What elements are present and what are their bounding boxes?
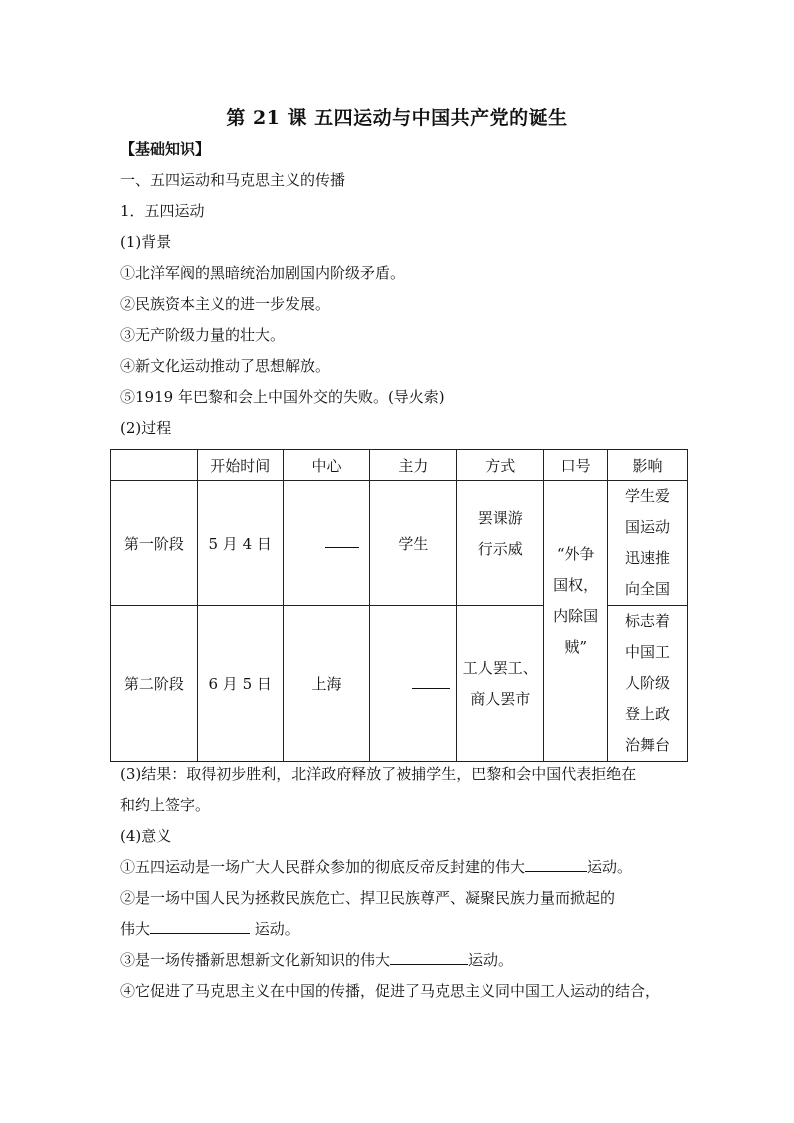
text-line: 行示威 bbox=[477, 540, 523, 558]
stage1-main-force: 学生 bbox=[370, 481, 457, 606]
background-item: ③无产阶级力量的壮大。 bbox=[120, 326, 286, 344]
stage1-date: 5 月 4 日 bbox=[197, 481, 283, 606]
significance-item-1 bbox=[120, 857, 632, 877]
text-line: 登上政 bbox=[625, 705, 671, 723]
header-method: 方式 bbox=[457, 450, 544, 481]
text-line: 罢课游 bbox=[477, 509, 523, 527]
text-line: 工人罢工、 bbox=[462, 658, 538, 677]
text-line: 迅速推 bbox=[625, 549, 671, 567]
result-heading: (3)结果： bbox=[120, 765, 187, 783]
header-center: 中心 bbox=[283, 450, 370, 481]
background-heading: (1)背景 bbox=[120, 233, 172, 251]
stage1-center-blank bbox=[283, 481, 370, 606]
header-main-force: 主力 bbox=[370, 450, 457, 481]
fill-blank bbox=[525, 857, 587, 872]
result-line-1 bbox=[120, 764, 636, 784]
text-line: 学生爱 bbox=[625, 487, 671, 505]
stage1-method bbox=[457, 481, 544, 606]
fill-blank bbox=[325, 535, 359, 548]
significance-item-2-line-1: ②是一场中国人民为拯救民族危亡、捍卫民族尊严、凝聚民族力量而掀起的 bbox=[120, 889, 616, 907]
header-empty bbox=[111, 450, 198, 481]
text-span: ①五四运动是一场广大人民群众参加的彻底反帝反封建的伟大 bbox=[120, 858, 526, 876]
fill-blank bbox=[412, 676, 450, 689]
text-line: 贼” bbox=[564, 638, 587, 656]
stage2-impact bbox=[608, 606, 688, 762]
stage1-name: 第一阶段 bbox=[111, 481, 198, 606]
background-item: ④新文化运动推动了思想解放。 bbox=[120, 357, 331, 375]
table-row-stage1 bbox=[111, 481, 688, 606]
header-impact: 影响 bbox=[608, 450, 688, 481]
header-start-time: 开始时间 bbox=[197, 450, 283, 481]
text-span: 运动。 bbox=[587, 858, 633, 876]
fill-blank bbox=[150, 919, 250, 934]
background-item: ①北洋军阀的黑暗统治加剧国内阶级矛盾。 bbox=[120, 264, 406, 282]
text-line: 中国工 bbox=[625, 643, 671, 661]
text-line: 商人罢市 bbox=[470, 689, 531, 708]
text-line: 国权， bbox=[553, 576, 599, 594]
stage1-impact bbox=[608, 481, 688, 606]
stage2-center: 上海 bbox=[283, 606, 370, 762]
text-span: 运动。 bbox=[468, 951, 514, 969]
section-label: 【基础知识】 bbox=[120, 140, 211, 158]
text-line: 人阶级 bbox=[625, 674, 671, 692]
process-table bbox=[110, 449, 688, 762]
text-line: 国运动 bbox=[625, 518, 671, 536]
text-span: 伟大 bbox=[120, 920, 151, 938]
significance-item-4: ④它促进了马克思主义在中国的传播，促进了马克思主义同中国工人运动的结合， bbox=[120, 982, 661, 1000]
stage2-name: 第二阶段 bbox=[111, 606, 198, 762]
text-line: 向全国 bbox=[625, 580, 671, 598]
slogan-cell bbox=[544, 481, 608, 762]
text-line: 标志着 bbox=[625, 612, 671, 630]
stage2-date: 6 月 5 日 bbox=[197, 606, 283, 762]
stage2-main-force-blank bbox=[370, 606, 457, 762]
significance-item-3 bbox=[120, 950, 513, 970]
result-line-2: 和约上签字。 bbox=[120, 796, 211, 814]
table-header-row bbox=[111, 450, 688, 481]
text-span: 运动。 bbox=[250, 920, 300, 938]
background-item: ⑤1919 年巴黎和会上中国外交的失败。(导火索) bbox=[120, 388, 445, 406]
sub1-heading: 1．五四运动 bbox=[120, 202, 205, 220]
significance-item-2-line-2 bbox=[120, 919, 300, 939]
page-title: 第 21 课 五四运动与中国共产党的诞生 bbox=[226, 107, 568, 129]
header-slogan: 口号 bbox=[544, 450, 608, 481]
text-span: ③是一场传播新思想新文化新知识的伟大 bbox=[120, 951, 391, 969]
background-item: ②民族资本主义的进一步发展。 bbox=[120, 295, 331, 313]
text-line: “外争 bbox=[556, 545, 595, 563]
process-heading: (2)过程 bbox=[120, 419, 172, 437]
result-text: 取得初步胜利，北洋政府释放了被捕学生，巴黎和会中国代表拒绝在 bbox=[186, 765, 637, 783]
significance-heading: (4)意义 bbox=[120, 827, 172, 845]
part1-heading: 一、五四运动和马克思主义的传播 bbox=[120, 171, 346, 189]
stage2-method bbox=[457, 606, 544, 762]
text-line: 治舞台 bbox=[625, 736, 671, 754]
text-line: 内除国 bbox=[553, 607, 599, 625]
fill-blank bbox=[390, 950, 468, 965]
